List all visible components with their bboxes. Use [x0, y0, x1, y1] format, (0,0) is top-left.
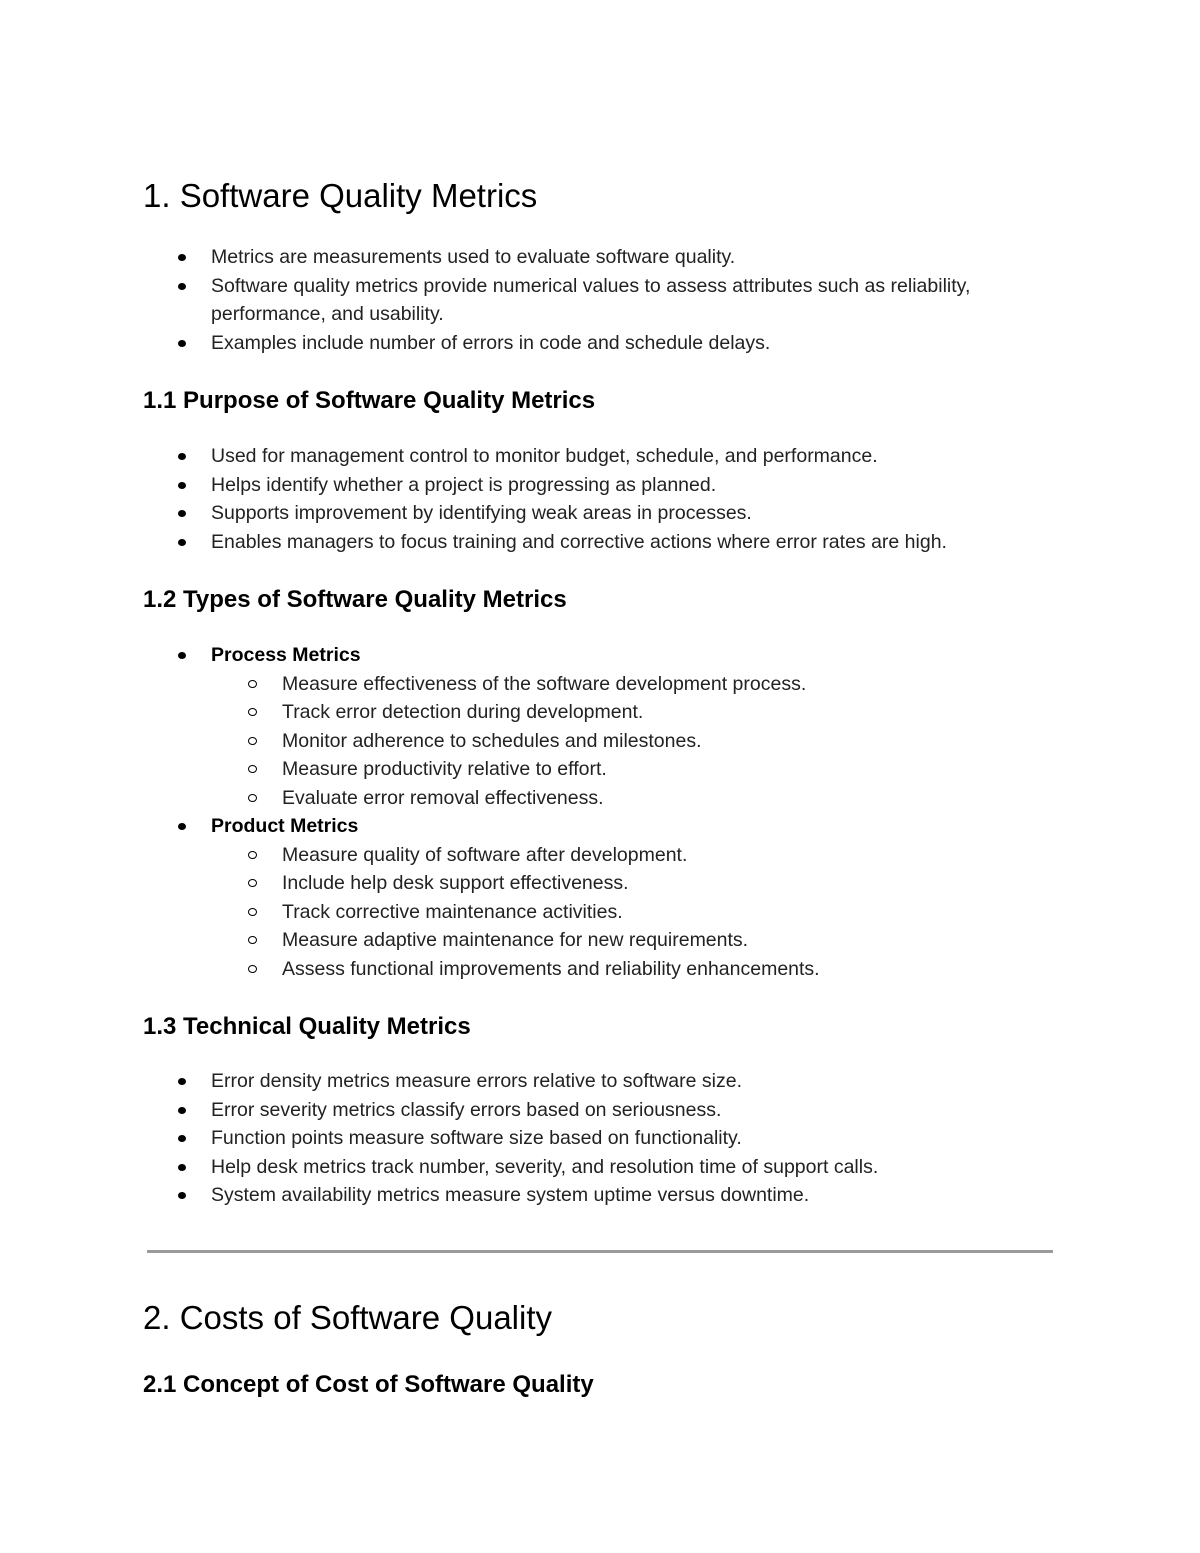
bullet-circle-icon [248, 936, 257, 944]
bullet-circle-icon [248, 794, 257, 802]
list-item [0, 272, 1061, 329]
bullet-disc-icon [178, 1107, 186, 1114]
sub-list-item [0, 869, 1061, 898]
bullet-disc-icon [178, 482, 186, 489]
bullet-circle-icon [248, 851, 257, 859]
list-item-text: Function points measure software size based on functionality. [211, 1127, 742, 1149]
heading-types: 1.2 Types of Software Quality Metrics [143, 586, 567, 613]
sublist-product-metrics [211, 841, 1061, 984]
sublist-process-metrics [211, 670, 1061, 813]
bullet-disc-icon [178, 453, 186, 460]
bullet-disc-icon [178, 283, 186, 290]
horizontal-divider [147, 1250, 1053, 1253]
bullet-circle-icon [248, 680, 257, 688]
bullet-circle-icon [248, 879, 257, 887]
bullet-disc-icon [178, 510, 186, 517]
bullet-disc-icon [178, 340, 186, 347]
list-software-quality-metrics [0, 243, 1200, 357]
sub-list-item-text: Track corrective maintenance activities. [282, 900, 623, 923]
list-item-text: Helps identify whether a project is progressing as planned. [211, 473, 717, 496]
bullet-disc-icon [178, 823, 186, 830]
bullet-circle-icon [248, 737, 257, 745]
heading-concept-of-cost: 2.1 Concept of Cost of Software Quality [143, 1371, 594, 1398]
list-item [0, 499, 1061, 528]
sub-list-item-text: Track error detection during development. [282, 701, 644, 723]
list-item [0, 329, 1061, 358]
sub-list-item [0, 727, 1061, 756]
list-item [0, 1067, 1061, 1096]
sub-list-item-text: Include help desk support effectiveness. [282, 872, 629, 894]
list-item-text: Error density metrics measure errors relative to software size. [211, 1070, 742, 1092]
list-item-text: Error severity metrics classify errors based on seriousness. [211, 1098, 722, 1121]
bullet-disc-icon [178, 652, 186, 659]
list-types [0, 641, 1200, 983]
sub-list-item [0, 784, 1061, 813]
sub-list-item-text: Measure effectiveness of the software development process. [282, 672, 807, 695]
list-item [0, 1153, 1061, 1182]
sub-list-item [0, 698, 1061, 727]
list-item-text: System availability metrics measure system uptime versus downtime. [211, 1184, 810, 1206]
list-purpose [0, 442, 1200, 556]
list-item [0, 471, 1061, 500]
sub-list-item [0, 898, 1061, 927]
bullet-disc-icon [178, 1192, 186, 1199]
sub-list-item [0, 926, 1061, 955]
bullet-disc-icon [178, 1078, 186, 1085]
list-item-text: Help desk metrics track number, severity, and resolution time of support calls. [211, 1155, 879, 1178]
bullet-circle-icon [248, 708, 257, 716]
list-item [0, 1181, 1061, 1210]
sub-list-item-text: Measure productivity relative to effort. [282, 758, 607, 780]
bullet-circle-icon [248, 965, 257, 973]
list-item-text: Used for management control to monitor budget, schedule, and performance. [211, 445, 878, 467]
list-item-text: Enables managers to focus training and corrective actions where error rates are high. [211, 530, 947, 553]
sub-list-item-text: Measure quality of software after development. [282, 843, 688, 866]
list-item [0, 1124, 1061, 1153]
list-item-text: Examples include number of errors in code and schedule delays. [211, 331, 771, 354]
bullet-circle-icon [248, 765, 257, 773]
list-item-text: Metrics are measurements used to evaluate software quality. [211, 246, 736, 268]
heading-purpose: 1.1 Purpose of Software Quality Metrics [143, 387, 596, 414]
bullet-disc-icon [178, 539, 186, 546]
heading-software-quality-metrics: 1. Software Quality Metrics [143, 177, 538, 214]
sub-list-item [0, 841, 1061, 870]
group-label: Product Metrics [211, 815, 359, 837]
list-item [0, 528, 1061, 557]
bullet-disc-icon [178, 254, 186, 261]
list-item [0, 442, 1061, 471]
list-technical-quality-metrics [0, 1067, 1200, 1210]
list-item-process-metrics [0, 641, 1061, 812]
sub-list-item-text: Monitor adherence to schedules and milestones. [282, 729, 702, 752]
heading-technical-quality-metrics: 1.3 Technical Quality Metrics [143, 1013, 471, 1040]
group-label: Process Metrics [211, 644, 361, 666]
sub-list-item-text: Evaluate error removal effectiveness. [282, 786, 604, 809]
sub-list-item [0, 755, 1061, 784]
bullet-disc-icon [178, 1164, 186, 1171]
list-item [0, 1096, 1061, 1125]
list-item [0, 243, 1061, 272]
sub-list-item [0, 955, 1061, 984]
bullet-circle-icon [248, 908, 257, 916]
sub-list-item [0, 670, 1061, 699]
bullet-disc-icon [178, 1135, 186, 1142]
sub-list-item-text: Measure adaptive maintenance for new requirements. [282, 929, 749, 951]
sub-list-item-text: Assess functional improvements and reliability enhancements. [282, 957, 820, 980]
list-item-text: Supports improvement by identifying weak areas in processes. [211, 502, 752, 524]
list-item-text: Software quality metrics provide numerical values to assess attributes such as reliability, performance, and usability. [211, 274, 971, 325]
list-item-product-metrics [0, 812, 1061, 983]
heading-costs-of-software-quality: 2. Costs of Software Quality [143, 1299, 553, 1336]
